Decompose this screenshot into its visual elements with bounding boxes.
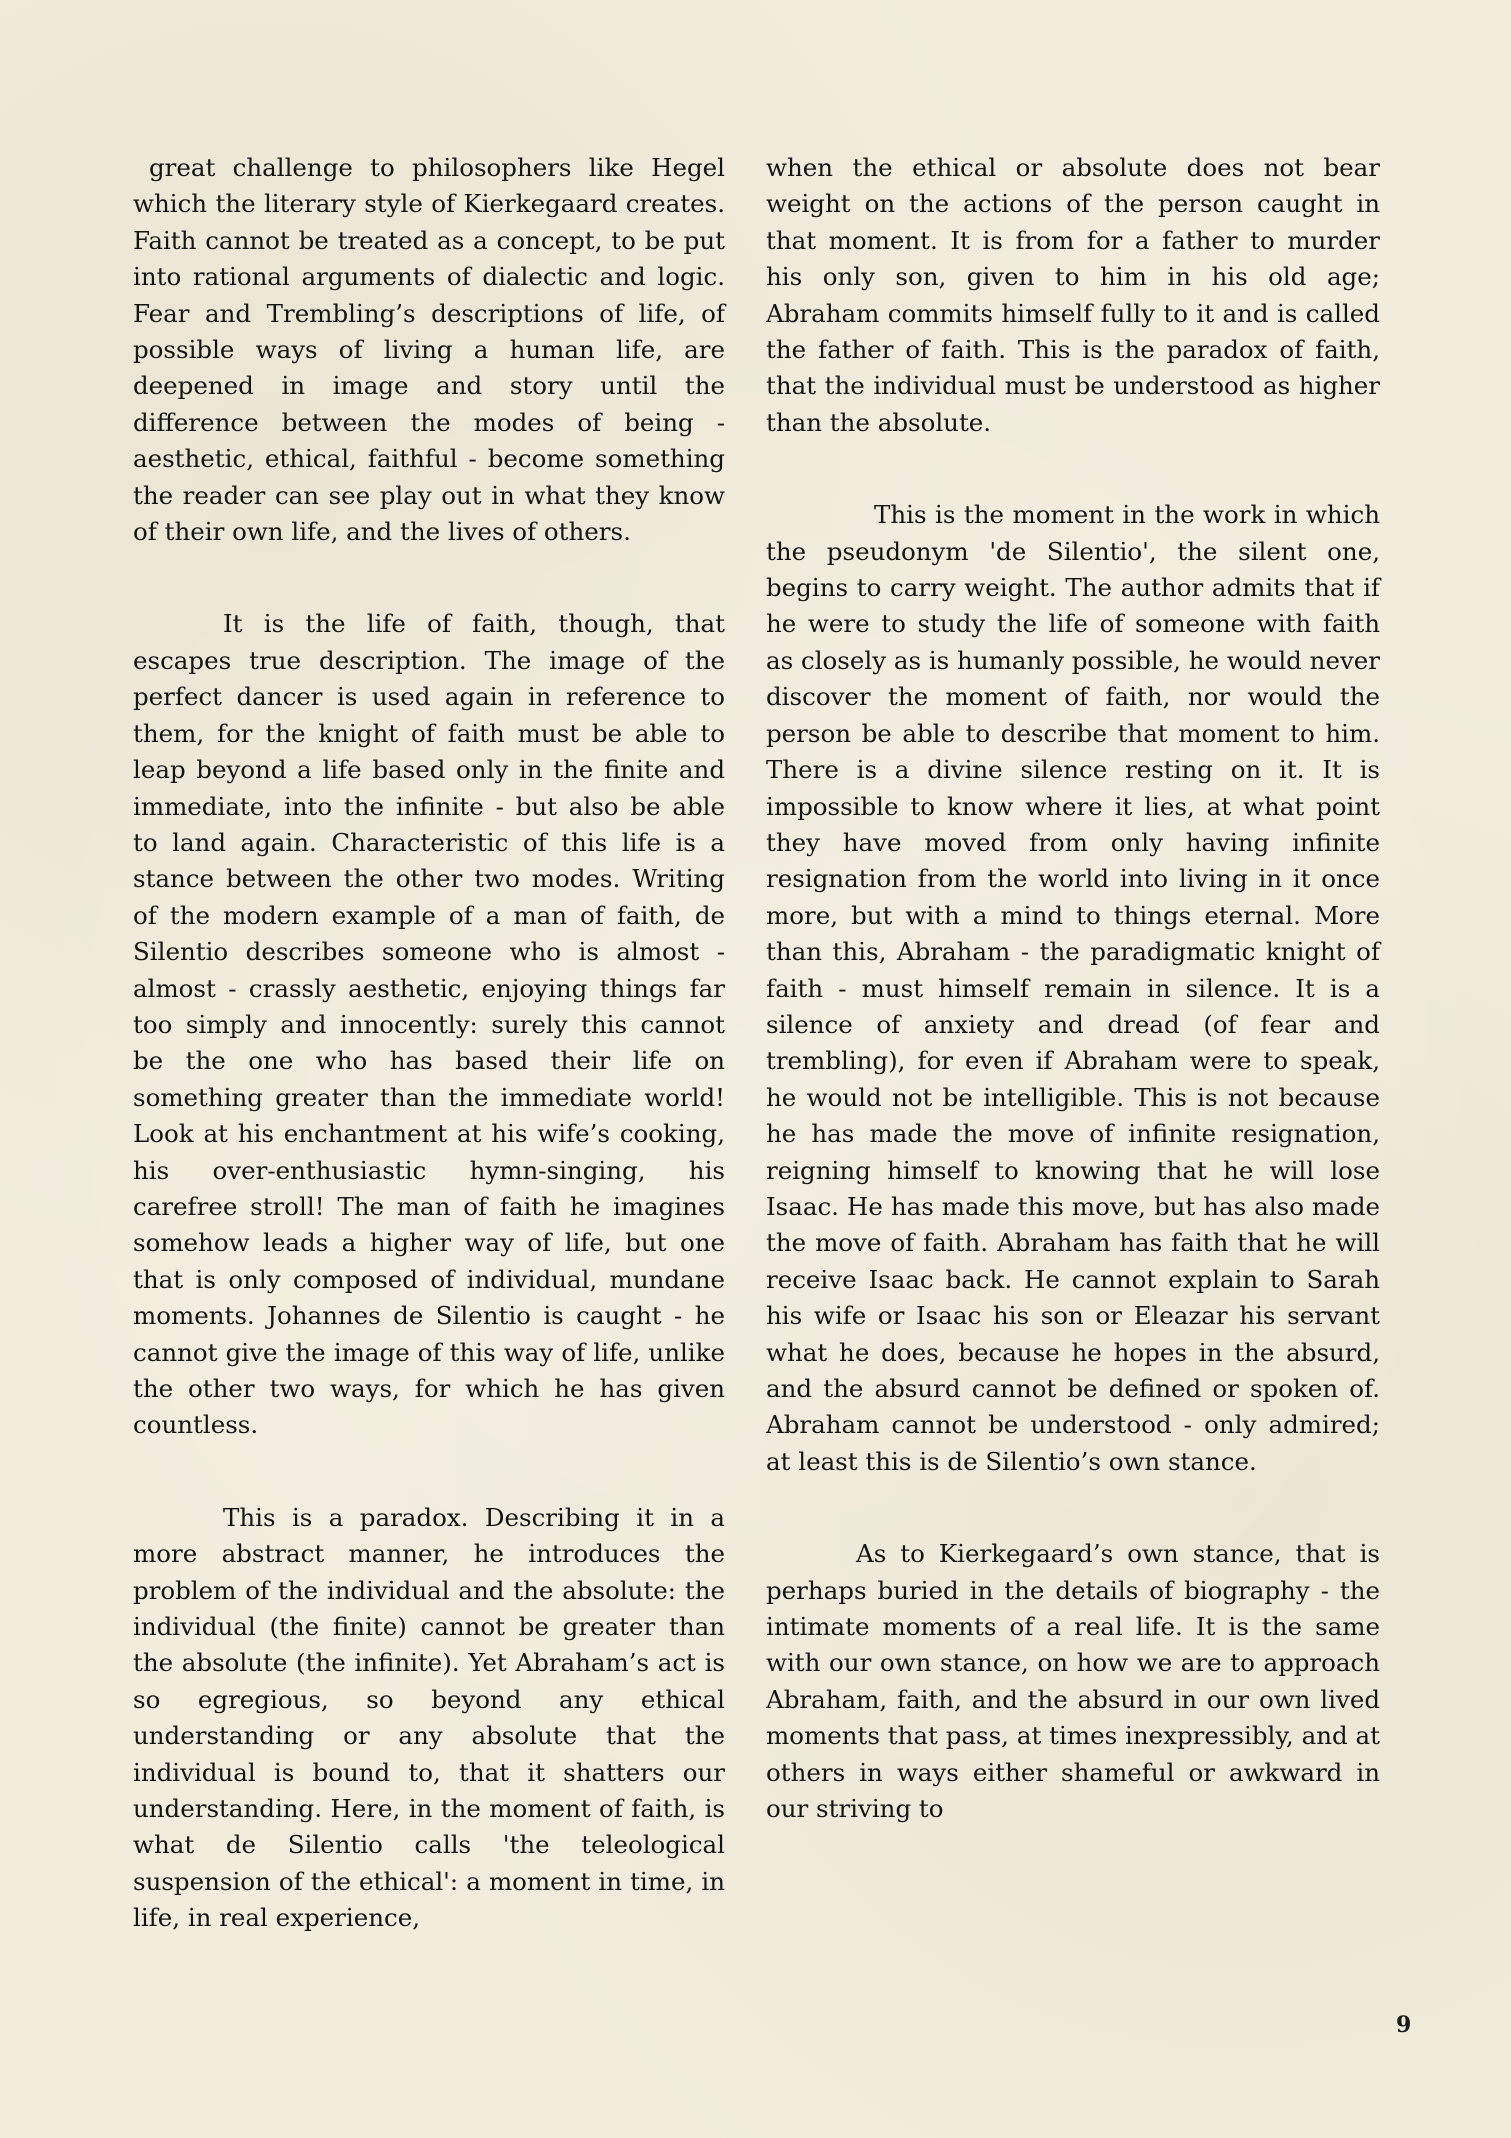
paragraph-text: This is the moment in the work in which the pseudonym 'de Silentio', the silent one, begins to carry weight. The author admits that if he were to study the life of someone with faith as closely as is humanly possible, he would never discover the moment of faith, nor would the person be able to describe that moment to him. There is a divine silence resting on it. It is impossible to know where it lies, at what point they have moved from only having infinite resignation from the world into living in it once more, but with a mind to things eternal. More than this, Abraham - the paradigmatic knight of faith - must himself remain in silence. It is a silence of anxiety and dread (of fear and trembling), for even if Abraham were to speak, he would not be intelligible. This is not because he has made the move of infinite resignation, reigning himself to knowing that he will lose Isaac. He has made this move, but has also made the move of faith. Abraham has faith that he will receive Isaac back. He cannot explain to Sarah his wife or Isaac his son or Eleazar his servant what he does, because he hopes in the absurd, and the absurd cannot be defined or spoken of. Abraham cannot be understood - only admired; at least this is de Silentio’s own stance.: [766, 500, 1380, 1476]
paragraph: [133, 150, 725, 550]
paragraph: [133, 1500, 725, 1937]
paragraph: [133, 606, 725, 1443]
paragraph-text: This is a paradox. Describing it in a more abstract manner, he introduces the problem of the individual and the absolute: the individual (the finite) cannot be greater than the absolute (the infinite). Yet Abraham’s act is so egregious, so beyond any ethical understanding or any absolute that the individual is bound to, that it shatters our understanding. Here, in the moment of faith, is what de Silentio calls 'the teleological suspension of the ethical': a moment in time, in life, in real experience,: [133, 1502, 725, 1933]
paragraph-text: when the ethical or absolute does not bear weight on the actions of the person caught in that moment. It is from for a father to murder his only son, given to him in his old age; Abraham commits himself fully to it and is called the father of faith. This is the paradox of faith, that the individual must be understood as higher than the absolute.: [766, 153, 1380, 437]
paragraph-text: It is the life of faith, though, that escapes true description. The image of the perfect dancer is used again in reference to them, for the knight of faith must be able to leap beyond a life based only in the finite and immediate, into the infinite - but also be able to land again. Characteristic of this life is a stance between the other two modes. Writing of the modern example of a man of faith, de Silentio describes someone who is almost - almost - crassly aesthetic, enjoying things far too simply and innocently: surely this cannot be the one who has based their life on something greater than the immediate world! Look at his enchantment at his wife’s cooking, his over-enthusiastic hymn-singing, his carefree stroll! The man of faith he imagines somehow leads a higher way of life, but one that is only composed of individual, mundane moments. Johannes de Silentio is caught - he cannot give the image of this way of life, unlike the other two ways, for which he has given countless.: [133, 609, 725, 1440]
right-column: [766, 150, 1380, 1827]
paragraph: [766, 1536, 1380, 1827]
page-number: 9: [1396, 2012, 1412, 2038]
paragraph: [766, 150, 1380, 441]
left-column: [133, 150, 725, 1937]
paragraph-text: great challenge to philosophers like Hegel which the literary style of Kierkegaard creates. Faith cannot be treated as a concept, to be put into rational arguments of dialectic and logic. Fear and Trembling’s descriptions of life, of possible ways of living a human life, are deepened in image and story until the difference between the modes of being - aesthetic, ethical, faithful - become something the reader can see play out in what they know of their own life, and the lives of others.: [133, 153, 725, 547]
paragraph: [766, 497, 1380, 1480]
paragraph-text: As to Kierkegaard’s own stance, that is perhaps buried in the details of biography - the intimate moments of a real life. It is the same with our own stance, on how we are to approach Abraham, faith, and the absurd in our own lived moments that pass, at times inexpressibly, and at others in ways either shameful or awkward in our striving to: [766, 1539, 1380, 1824]
